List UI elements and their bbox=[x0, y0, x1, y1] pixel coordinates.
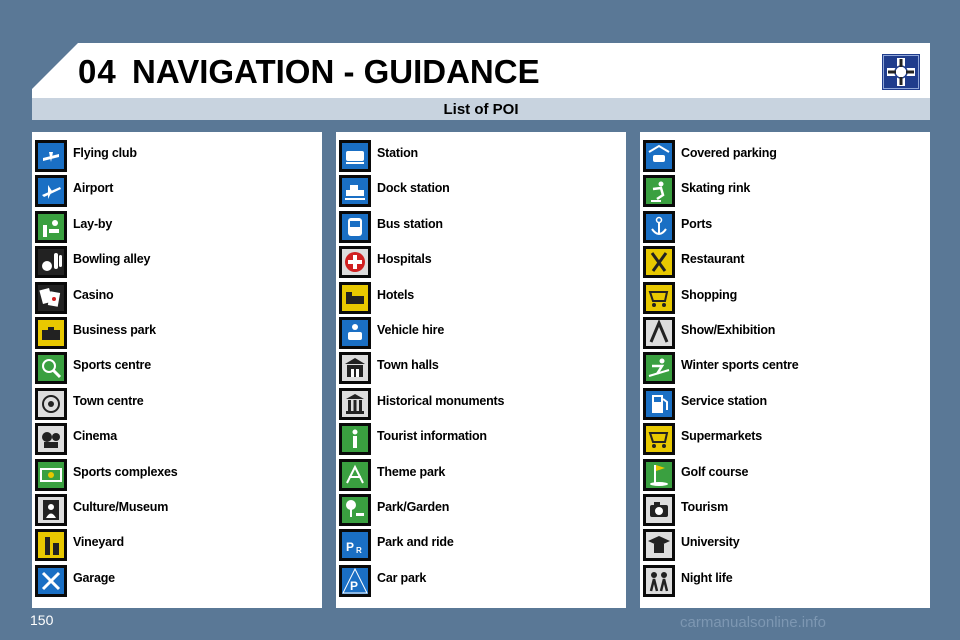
poi-list-item bbox=[643, 388, 923, 422]
town-centre-icon bbox=[35, 388, 67, 420]
poi-list-item bbox=[35, 317, 315, 351]
service-station-icon bbox=[643, 388, 675, 420]
poi-list-item bbox=[339, 282, 619, 316]
skating-rink-icon bbox=[643, 175, 675, 207]
poi-label: Garage bbox=[73, 570, 115, 585]
poi-label: Covered parking bbox=[681, 146, 777, 160]
poi-list-item bbox=[35, 175, 315, 209]
poi-label: Service station bbox=[681, 393, 767, 408]
poi-label: Theme park bbox=[377, 464, 446, 479]
poi-list-item bbox=[643, 282, 923, 316]
poi-label: Supermarkets bbox=[681, 429, 762, 444]
poi-list-item bbox=[339, 529, 619, 563]
poi-list-item bbox=[643, 246, 923, 280]
park-garden-icon bbox=[339, 494, 371, 526]
theme-park-icon bbox=[339, 459, 371, 491]
garage-icon bbox=[35, 565, 67, 597]
sports-complexes-icon bbox=[35, 459, 67, 491]
poi-label: Sports centre bbox=[73, 358, 151, 373]
business-park-icon bbox=[35, 317, 67, 349]
poi-label: Hospitals bbox=[377, 252, 432, 267]
ports-icon bbox=[643, 211, 675, 243]
poi-label: Business park bbox=[73, 323, 156, 337]
bus-station-icon bbox=[339, 211, 371, 243]
poi-list-item bbox=[643, 529, 923, 563]
poi-label: University bbox=[681, 535, 740, 550]
poi-list-item bbox=[643, 140, 923, 174]
cinema-icon bbox=[35, 423, 67, 455]
show-exhibition-icon bbox=[643, 317, 675, 349]
poi-list-item bbox=[35, 494, 315, 528]
poi-label: Bus station bbox=[377, 216, 443, 231]
poi-column-1 bbox=[32, 132, 322, 608]
poi-label: Hotels bbox=[377, 287, 415, 302]
poi-label: Tourist information bbox=[377, 429, 487, 444]
covered-parking-icon bbox=[643, 140, 675, 172]
poi-label: Vehicle hire bbox=[377, 323, 445, 337]
poi-label: Culture/Museum bbox=[73, 500, 169, 514]
town-halls-icon bbox=[339, 352, 371, 384]
poi-list-item bbox=[35, 140, 315, 174]
vehicle-hire-icon bbox=[339, 317, 371, 349]
poi-label: Tourism bbox=[681, 500, 728, 514]
golf-course-icon bbox=[643, 459, 675, 491]
poi-label: Show/Exhibition bbox=[681, 323, 776, 337]
bowling-alley-icon bbox=[35, 246, 67, 278]
svg-text:P: P bbox=[346, 540, 355, 555]
poi-list-item bbox=[339, 459, 619, 493]
poi-list-item bbox=[339, 494, 619, 528]
poi-label: Vineyard bbox=[73, 535, 124, 550]
svg-text:R: R bbox=[356, 546, 362, 556]
poi-label: Winter sports centre bbox=[681, 358, 799, 373]
poi-list-item bbox=[643, 175, 923, 209]
poi-label: Restaurant bbox=[681, 252, 745, 267]
vineyard-icon bbox=[35, 529, 67, 561]
shopping-icon bbox=[643, 282, 675, 314]
culture-museum-icon bbox=[35, 494, 67, 526]
poi-list-item bbox=[35, 459, 315, 493]
svg-text:P: P bbox=[350, 578, 359, 593]
poi-label: Night life bbox=[681, 570, 733, 585]
poi-label: Park and ride bbox=[377, 535, 454, 550]
sports-centre-icon bbox=[35, 352, 67, 384]
casino-icon bbox=[35, 282, 67, 314]
section-subtitle: List of POI bbox=[443, 100, 519, 118]
lay-by-icon bbox=[35, 211, 67, 243]
poi-list-item bbox=[35, 282, 315, 316]
night-life-icon bbox=[643, 565, 675, 597]
chapter-number: 04 bbox=[78, 53, 117, 90]
poi-list-item bbox=[643, 494, 923, 528]
poi-list-item bbox=[339, 388, 619, 422]
restaurant-icon bbox=[643, 246, 675, 278]
poi-label: Town halls bbox=[377, 358, 439, 373]
poi-list-item bbox=[339, 352, 619, 386]
poi-list-item bbox=[339, 317, 619, 351]
poi-list-item bbox=[339, 211, 619, 245]
poi-list-item bbox=[35, 388, 315, 422]
navigation-crossroads-icon bbox=[882, 54, 920, 90]
poi-list-item bbox=[339, 565, 619, 599]
tourist-information-icon bbox=[339, 423, 371, 455]
poi-label: Cinema bbox=[73, 429, 117, 444]
poi-label: Car park bbox=[377, 570, 427, 585]
poi-list-item bbox=[35, 423, 315, 457]
airport-icon bbox=[35, 175, 67, 207]
tourism-icon bbox=[643, 494, 675, 526]
poi-column-2 bbox=[336, 132, 626, 608]
hospitals-icon bbox=[339, 246, 371, 278]
poi-list-item bbox=[339, 175, 619, 209]
poi-list-item bbox=[643, 565, 923, 599]
poi-list-item bbox=[643, 211, 923, 245]
poi-list-item bbox=[35, 211, 315, 245]
hotels-icon bbox=[339, 282, 371, 314]
poi-list-item bbox=[339, 423, 619, 457]
poi-label: Bowling alley bbox=[73, 252, 151, 267]
poi-list-item bbox=[339, 140, 619, 174]
watermark: carmanualsonline.info bbox=[680, 614, 826, 631]
poi-label: Golf course bbox=[681, 464, 749, 479]
subtitle-band bbox=[32, 98, 930, 120]
poi-label: Park/Garden bbox=[377, 500, 450, 514]
poi-label: Airport bbox=[73, 181, 114, 196]
station-icon bbox=[339, 140, 371, 172]
poi-label: Historical monuments bbox=[377, 393, 505, 408]
winter-sports-centre-icon bbox=[643, 352, 675, 384]
poi-label: Dock station bbox=[377, 181, 450, 196]
historical-monuments-icon bbox=[339, 388, 371, 420]
poi-label: Town centre bbox=[73, 393, 144, 408]
page-number: 150 bbox=[30, 612, 54, 628]
poi-label: Sports complexes bbox=[73, 464, 178, 479]
university-icon bbox=[643, 529, 675, 561]
park-and-ride-icon bbox=[339, 529, 371, 561]
poi-list-item bbox=[35, 246, 315, 280]
poi-list-item bbox=[643, 352, 923, 386]
dock-station-icon bbox=[339, 175, 371, 207]
poi-list-item bbox=[35, 529, 315, 563]
poi-label: Lay-by bbox=[73, 216, 113, 231]
poi-label: Ports bbox=[681, 216, 712, 231]
poi-label: Skating rink bbox=[681, 181, 751, 196]
poi-label: Flying club bbox=[73, 146, 137, 160]
poi-label: Casino bbox=[73, 287, 114, 302]
supermarkets-icon bbox=[643, 423, 675, 455]
poi-list-item bbox=[35, 565, 315, 599]
car-park-icon bbox=[339, 565, 371, 597]
flying-club-icon bbox=[35, 140, 67, 172]
poi-column-3 bbox=[640, 132, 930, 608]
poi-list-item bbox=[35, 352, 315, 386]
chapter-title: NAVIGATION - GUIDANCE bbox=[132, 53, 540, 90]
poi-list-item bbox=[643, 423, 923, 457]
poi-label: Shopping bbox=[681, 287, 738, 302]
poi-list-item bbox=[643, 317, 923, 351]
poi-list-item bbox=[643, 459, 923, 493]
poi-label: Station bbox=[377, 146, 418, 160]
poi-list-item bbox=[339, 246, 619, 280]
